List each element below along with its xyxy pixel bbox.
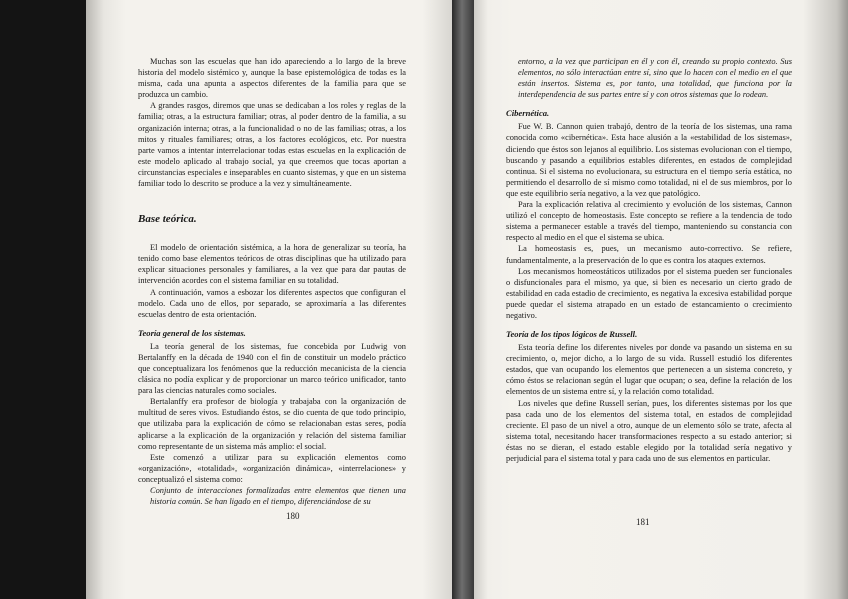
definition-quote-continued: entorno, a la vez que participan en él y con él, creando su propio contexto. Sus elementos, no sólo interactúan entre sí, sino que lo hacen con el medio en el que están insertos. Sistema es, por tanto, una totalidad, que funciona por la interdependencia de sus partes entre sí y con otros sistemas que lo rodean. — [518, 57, 792, 100]
page-number: 180 — [286, 511, 300, 521]
book-gutter — [452, 0, 474, 599]
base-paragraph: El modelo de orientación sistémica, a la hora de generalizar su teoría, ha tenido como base elementos teóricos de otras disciplinas que ha utilizado para explicar situaciones personales y familiares, a la vez que para dar pautas de intervención acordes con el sistema familiar en su totalidad. — [138, 243, 406, 286]
definition-quote: Conjunto de interacciones formalizadas entre elementos que tienen una historia común. Se han ligado en el tiempo, diferenciándose de su — [150, 486, 406, 507]
russell-paragraph: Los niveles que define Russell serían, pues, los diferentes sistemas por los que pasa cada uno de los elementos del sistema total, en estados de complejidad creciente. El paso de un nivel a otro, aunque de un elemento sólo se trate, afecta al sistema total, necesitando hacer transformaciones respecto a su estado anterior; si éstas no se dieran, el estado estable elegido por la totalidad sería negativo y perjudicial para el sistema total y para cada uno de sus elementos en particular. — [506, 398, 792, 463]
cibernetica-paragraph: Para la explicación relativa al crecimiento y evolución de los sistemas, Cannon utilizó el concepto de homeostasis. Este concepto se refiere a la tendencia de todo sistema a permanecer estable a través del tiempo, manteniendo su constancia con respecto al medio en el que el sistema se ubica. — [506, 200, 792, 243]
cibernetica-paragraph: La homeostasis es, pues, un mecanismo auto-correctivo. Se refiere, fundamentalmente, a la preservación de lo que es contra los ataques externos. — [506, 244, 792, 265]
heading-cibernetica: Cibernética. — [506, 108, 550, 119]
teoria-paragraph: Este comenzó a utilizar para su explicación elementos como «organización», «totalidad», «organización dinámica», «interrelaciones» y conceptualizó el sistema como: — [138, 452, 406, 484]
heading-tipos-logicos: Teoría de los tipos lógicos de Russell. — [506, 329, 638, 340]
page-number: 181 — [636, 517, 650, 527]
russell-paragraph: Esta teoría define los diferentes niveles por donde va pasando un sistema en su crecimiento, o, mejor dicho, a lo largo de su vida. Russell estudió los diferentes estados, que van ocupando los elementos que pertenecen a un sistema concreto, y cómo éstos se relacionan según el lugar que ocupan; o sea, define la relación de los elementos de un sistema entre sí, y la relación como totalidad. — [506, 343, 792, 397]
right-text-column — [506, 56, 792, 464]
intro-paragraph: Muchas son las escuelas que han ido apareciendo a lo largo de la breve historia del modelo sistémico y, aunque la base epistemológica de todas es la misma, cada una apunta a aspectos diferentes de la familia para que se produzca un cambio. — [138, 57, 406, 100]
cibernetica-paragraph: Los mecanismos homeostáticos utilizados por el sistema pueden ser funcionales o disfuncionales para el mismo, ya que, si bien es necesario un cierto grado de estabilidad en cada estadio de crecimiento, es negativa la excesiva estabilidad porque puede quedar el sistema atrapado en un estado de estancamiento o crecimiento negativo. — [506, 266, 792, 320]
left-text-column — [138, 56, 406, 507]
heading-base-teorica: Base teórica. — [138, 213, 197, 226]
base-paragraph: A continuación, vamos a esbozar los diferentes aspectos que configuran el modelo. Cada uno de ellos, por separado, se aproximaría a las diferentes escuelas dentro de esta orientación. — [138, 287, 406, 319]
left-page — [86, 0, 452, 599]
teoria-paragraph: Bertalanffy era profesor de biología y trabajaba con la organización de multitud de seres vivos. Estudiando éstos, se dio cuenta de que todo principio, que utilizaba para la explicación de cómo se relacionaban estas seres, podía aplicarse a la explicación de la organización y relación del sistema familiar como representante de un sistema más amplio: el social. — [138, 397, 406, 451]
intro-paragraph: A grandes rasgos, diremos que unas se dedicaban a los roles y reglas de la familia; otras, a la estructura familiar; otras, al poder dentro de la familia, a su organización interna; otras, a la funcionalidad o no de las familias; otras, a los mitos y rituales familiares; otras, a los factores ecológicos, etc. Por nuestra parte vamos a intentar interrelacionar todas estas escuelas en la explicación de este modelo aplicado al trabajo social, ya que creemos que tocas aportan a circunstancias especiales e inseparables en cuanto sistemas, y que en un sistema familiar todo lo descrito se produce a la vez y simultáneamente. — [138, 101, 406, 189]
teoria-paragraph: La teoría general de los sistemas, fue concebida por Ludwig von Bertalanffy en la década de 1940 con el fin de constituir un modelo práctico que conceptualizara los fenómenos que la reducción mecanicista de la ciencia clásica no podía explicar y de proporcionar un marco teórico unificador, tanto para las ciencias naturales como sociales. — [138, 341, 406, 396]
heading-teoria-general: Teoría general de los sistemas. — [138, 327, 246, 338]
right-page — [474, 0, 848, 599]
cibernetica-paragraph: Fue W. B. Cannon quien trabajó, dentro de la teoría de los sistemas, una rama conocida como «cibernética». Esta hace alusión a la «estabilidad de los sistemas», diciendo que éstos son lejanos al equilibrio. Los sistemas evolucionan con el tiempo, buscando y pasando a equilibrios estables diferentes, en estados de complejidad continua. Si el sistema no evolucionara, su estructura en el tiempo sería estática, no permitiendo el desarrollo de sí mismo como totalidad, ni el de sus miembros, por lo que este equilibrio sería negativo, a la vez que patológico. — [506, 122, 792, 198]
